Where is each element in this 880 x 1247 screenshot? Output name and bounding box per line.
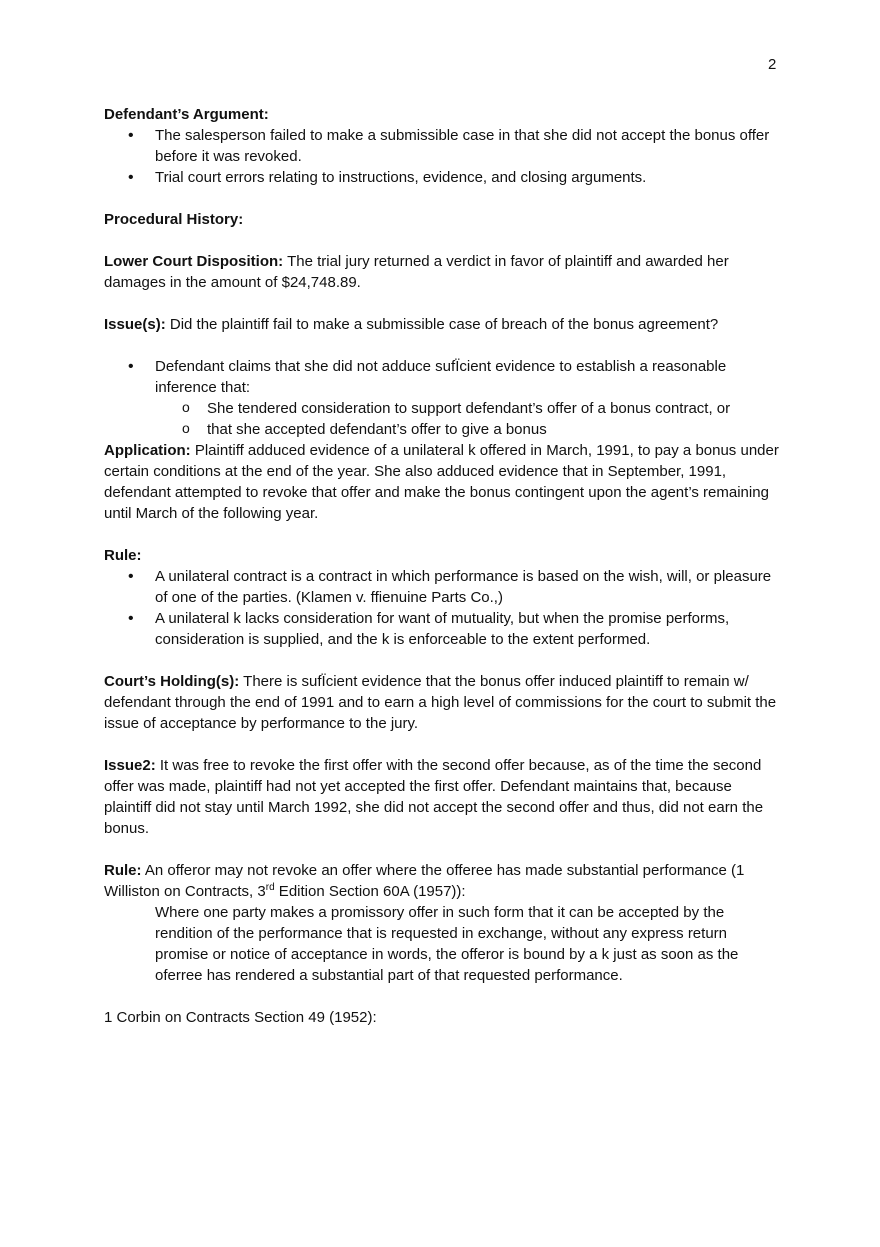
rule2-superscript: rd (265, 882, 275, 893)
rule2-text-after: Edition Section 60A (1957)): (274, 883, 466, 900)
application-text: Plaintiff adduced evidence of a unilateral k offered in March, 1991, to pay a bonus under certain conditions at the end of the year. She also adduced evidence that in September, 1991, defendant attempted to revoke that offer and make the bonus contingent upon the agent’s remaining until March of the following year. (104, 442, 779, 522)
list-item: • A unilateral contract is a contract in which performance is based on the wish, will, or pleasure of one of the parties. (Klamen v. ffienuine Parts Co.,) (104, 566, 780, 608)
issue1-list (104, 356, 780, 440)
rule2-label: Rule: (104, 862, 142, 879)
holding-text: There is sufÏcient evidence that the bonus offer induced plaintiff to remain w/ defendant through the end of 1991 and to earn a high level of commissions for the court to submit the issue of acceptance by performance to the jury. (104, 673, 777, 732)
holding-label: Court’s Holding(s): (104, 673, 240, 690)
holding-paragraph (104, 671, 780, 734)
list-item: • Defendant claims that she did not adduce sufÏcient evidence to establish a reasonable inference that: (104, 356, 780, 398)
rule2-paragraph (104, 860, 780, 902)
rule2-quote: Where one party makes a promissory offer in such form that it can be accepted by the rendition of the performance that is requested in exchange, without any express return promise or notice of acceptance in words, the offeror is bound by a k just as soon as the oferree has rendered a substantial part of that requested performance. (155, 904, 739, 984)
list-item: • Trial court errors relating to instructions, evidence, and closing arguments. (104, 167, 780, 188)
rule1-list (104, 566, 780, 650)
corbin-citation: 1 Corbin on Contracts Section 49 (1952): (104, 1009, 377, 1026)
procedural-history-heading: Procedural History: (104, 211, 244, 228)
rule1-label: Rule: (104, 547, 142, 564)
list-item: • A unilateral k lacks consideration for want of mutuality, but when the promise performs, consideration is supplied, and the k is enforceable to the extent performed. (104, 608, 780, 650)
document-body (104, 104, 780, 1028)
issue1-label: Issue(s): (104, 316, 166, 333)
application-label: Application: (104, 442, 191, 459)
lower-court-text: The trial jury returned a verdict in favor of plaintiff and awarded her damages in the amount of $24,748.89. (104, 253, 729, 291)
issue2-text: It was free to revoke the first offer with the second offer because, as of the time the second offer was made, plaintiff had not yet accepted the first offer. Defendant maintains that, because plaintiff did not stay until March 1992, she did not accept the second offer and thus, did not earn the bonus. (104, 757, 764, 837)
list-item: • The salesperson failed to make a submissible case in that she did not accept the bonus offer before it was revoked. (104, 125, 780, 167)
issue1-text: Did the plaintiff fail to make a submissible case of breach of the bonus agreement? (165, 316, 719, 333)
sub-list-item: o She tendered consideration to support defendant’s offer of a bonus contract, or (104, 398, 780, 419)
rule2-text-before: An offeror may not revoke an offer where the offeree has made substantial performance (1 Williston on Contracts, 3 (104, 862, 745, 900)
defendant-argument-heading: Defendant’s Argument: (104, 106, 269, 123)
issue1-paragraph (104, 314, 780, 335)
lower-court-label: Lower Court Disposition: (104, 253, 284, 270)
lower-court-paragraph (104, 251, 780, 293)
page-number: 2 (768, 56, 777, 73)
defendant-argument-list (104, 125, 780, 188)
sub-list-item: o that she accepted defendant’s offer to give a bonus (104, 419, 780, 440)
issue2-label: Issue2: (104, 757, 156, 774)
application-paragraph (104, 440, 780, 524)
issue2-paragraph (104, 755, 780, 839)
